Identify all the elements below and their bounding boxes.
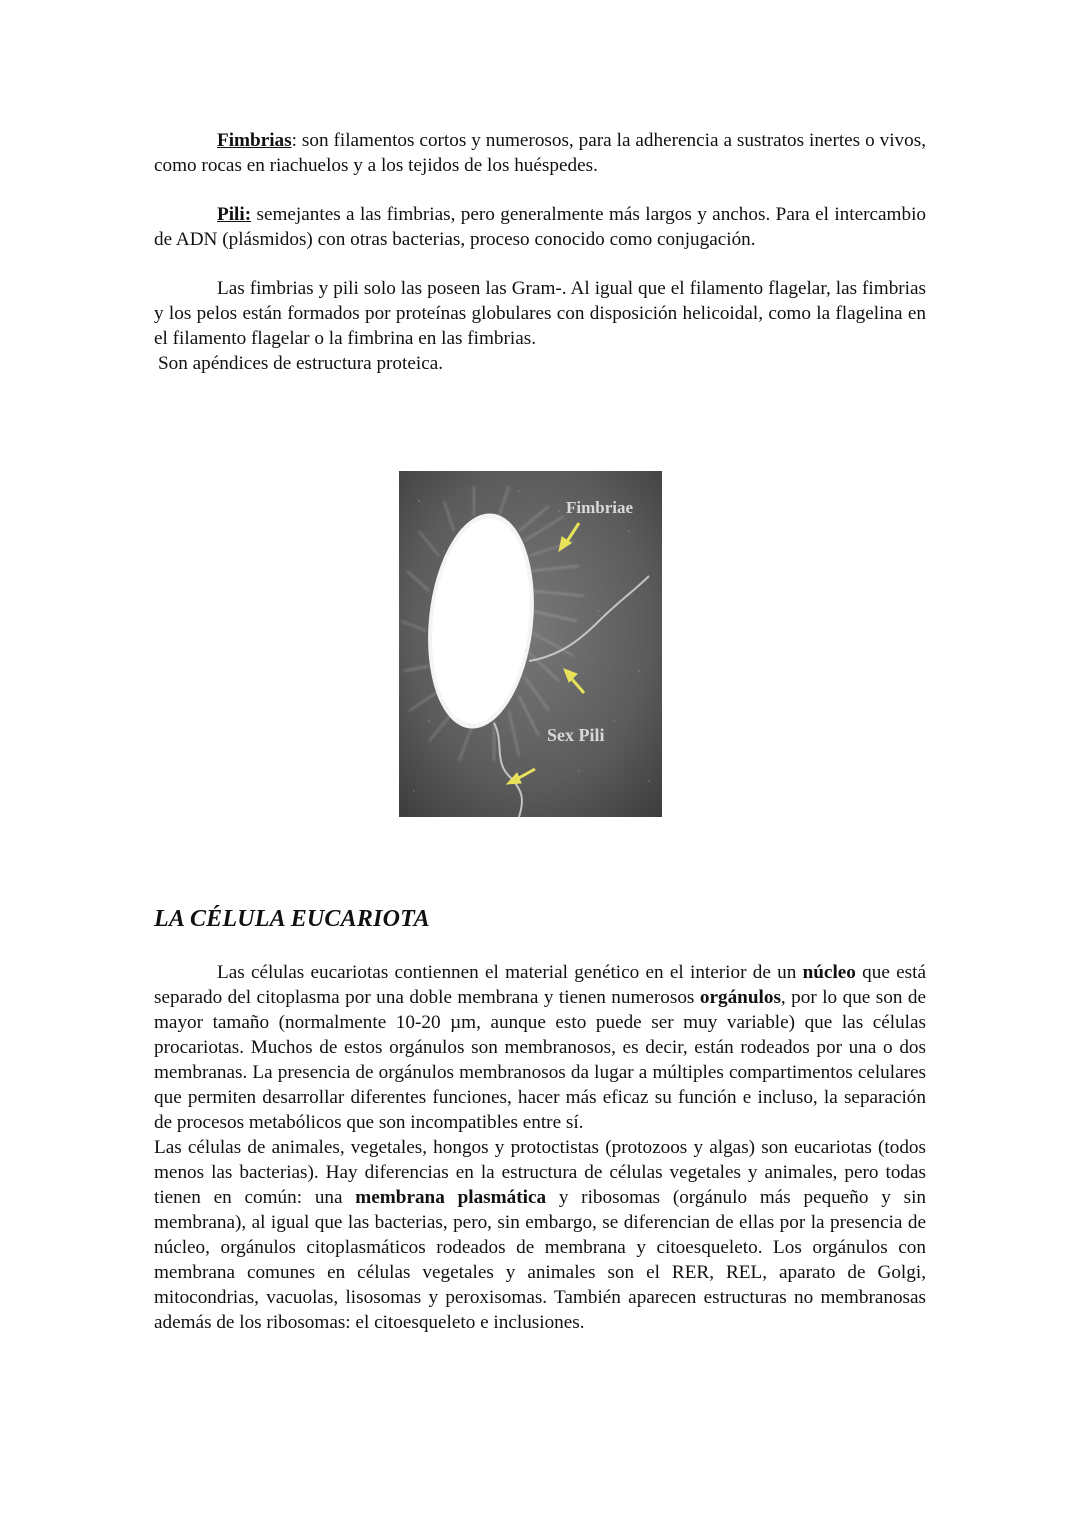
- paragraph-fimbrias-pili-note-2: Son apéndices de estructura proteica.: [158, 353, 444, 374]
- page-body-eukaryote: [154, 960, 926, 1335]
- page-body-top: [154, 128, 926, 376]
- term-pili: Pili:: [217, 204, 252, 225]
- eukaryote-term-membrana: membrana plasmática: [355, 1187, 547, 1208]
- eukaryote-p1-a: Las células eucariotas contiennen el material genético en el interior de un: [217, 962, 803, 983]
- eukaryote-p2-c: y ribosomas (orgánulo más pequeño y sin membrana), al igual que las bacterias, pero, sin embargo, se diferencian de ellas por la presencia de núcleo, orgánulos citoplasmáticos rodeados de membrana y citoesqueleto. Los orgánulos con membrana comunes en células vegetales y animales son el RER, REL, aparato de Golgi, mitocondrias, vacuolas, lisosomas y peroxisomas. También aparecen estructuras no membranosas además de los ribosomas: el citoesqueleto e inclusiones.: [154, 1187, 926, 1333]
- paragraph-fimbrias: [154, 128, 926, 178]
- pili-text: semejantes a las fimbrias, pero generalmente más largos y anchos. Para el intercambio de ADN (plásmidos) con otras bacterias, proceso conocido como conjugación.: [154, 204, 926, 250]
- micrograph-figure: [399, 471, 662, 817]
- section-title: LA CÉLULA EUCARIOTA: [154, 906, 430, 932]
- eukaryote-p1-c: que está separado del citoplasma por una doble membrana y tienen numerosos: [154, 962, 926, 1008]
- eukaryote-p2-a: Las células de animales, vegetales, hongos y protoctistas (protozoos y algas) son eucariotas (todos menos las bacterias). Hay diferencias en la estructura de células vegetales y animales, pero todas tienen en común: una: [154, 1137, 926, 1208]
- micrograph-image: [399, 471, 662, 817]
- eukaryote-p1-e: , por lo que son de mayor tamaño (normalmente 10-20 µm, aunque esto puede ser muy variable) que las células procariotas. Muchos de estos orgánulos son membranosos, es decir, están rodeados por una o dos membranas. La presencia de orgánulos membranosos da lugar a múltiples compartimentos celulares que permiten desarrollar diferentes funciones, hacer más eficaz su función e incluso, la separación de procesos metabólicos que son incompatibles entre sí.: [154, 987, 926, 1133]
- label-fimbriae: Fimbriae: [566, 498, 634, 517]
- paragraph-eukaryote-2: [154, 1135, 926, 1335]
- paragraph-pili: [154, 202, 926, 252]
- paragraph-eukaryote-1: [154, 960, 926, 1135]
- label-sex-pili: Sex Pili: [547, 725, 605, 745]
- eukaryote-term-organulos: orgánulos: [699, 987, 781, 1008]
- fimbrias-text: : son filamentos cortos y numerosos, para la adherencia a sustratos inertes o vivos, como rocas en riachuelos y a los tejidos de los huéspedes.: [154, 130, 926, 176]
- term-fimbrias: Fimbrias: [217, 130, 292, 151]
- eukaryote-term-nucleo: núcleo: [802, 962, 856, 983]
- paragraph-fimbrias-pili-note: Las fimbrias y pili solo las poseen las Gram-. Al igual que el filamento flagelar, las fimbrias y los pelos están formados por proteínas globulares con disposición helicoidal, como la flagelina en el filamento flagelar o la fimbrina en las fimbrias.: [154, 278, 926, 349]
